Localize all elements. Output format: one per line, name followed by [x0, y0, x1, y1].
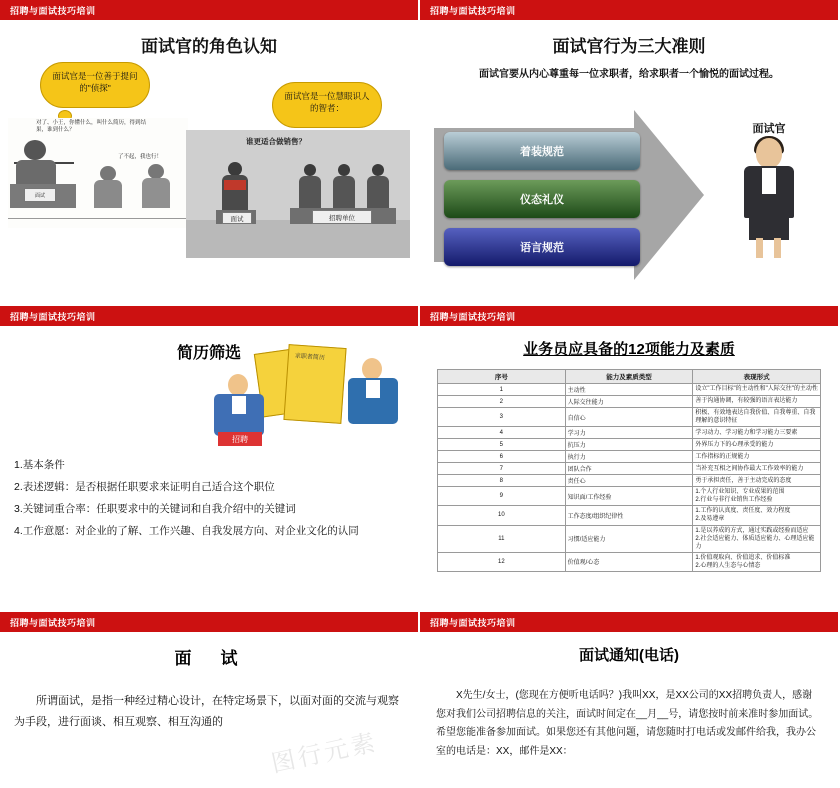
hiring-sign: 招聘 [218, 432, 262, 446]
arrow-diagram [434, 110, 714, 280]
cell-type: 价值观/心态 [565, 552, 693, 571]
speech-bubble-left: 面试官是一位善于提问的"侦探" [40, 62, 150, 108]
criteria-item-3: 3.关键词重合率：任职要求中的关键词和自我介绍中的关键词 [14, 502, 296, 515]
cell-no: 12 [438, 552, 566, 571]
figure-leg-left [756, 238, 763, 258]
cell-desc: 1.工作的认真度、责任度、效力程度 2.及易遵章 [693, 506, 821, 525]
screener-head [228, 374, 248, 396]
slide-4-banner [420, 306, 838, 326]
photo-sign-right: 招聘单位 [312, 210, 372, 224]
photo-sign-left: 面试 [222, 212, 252, 224]
slide-6-body: X先生/女士，(您现在方便听电话吗？)我叫XX，是XX公司的XX招聘负责人，感谢您对我们公司招聘信息的关注，面试时间定在__月__号，请您按时前来准时参加面试。希望您能准备参加面试。如果您还有其他问题，请您随时打电话或发邮件给我，我办公室的电话是：XX，邮件是XX： [436, 690, 819, 757]
criteria-item-4: 4.工作意愿：对企业的了解、工作兴趣、自我发展方向、对企业文化的认同 [14, 524, 359, 537]
sketch-ground-line [8, 218, 188, 219]
cell-type: 人际交往能力 [565, 396, 693, 408]
table-row [438, 506, 821, 525]
slide-5-body: 所谓面试，是指一种经过精心设计，在特定场景下，以面对面的交流与观察为手段，进行面谈、相互观察、相互沟通的 [14, 695, 399, 728]
table-row [438, 408, 821, 427]
table-row [438, 525, 821, 552]
slide-4-banner-label: 招聘与面试技巧培训 [430, 311, 516, 322]
resume-screening-artwork [212, 344, 412, 454]
slide-3-banner [0, 306, 418, 326]
table-row [438, 396, 821, 408]
photo-person2-body [299, 176, 321, 208]
slide-6-banner [420, 612, 838, 632]
applicant-head [362, 358, 382, 380]
photo-person2-head [304, 164, 316, 176]
slide-6 [420, 612, 840, 788]
interviewer-figure-group [714, 120, 824, 258]
table-row [438, 487, 821, 506]
slide-5-banner-label: 招聘与面试技巧培训 [10, 617, 96, 628]
sketch-caption-2: 了不起，我也行！ [118, 154, 163, 160]
cartoon-sketch [8, 118, 188, 228]
photo-person3-body [333, 176, 355, 208]
cell-type: 习惯/适应能力 [565, 525, 693, 552]
cell-desc: 勇于承担责任，善于主动完成的态度 [693, 475, 821, 487]
sketch-caption-1: 对了、小王，你懂什么，叫什么简历，得到结果，谁到什么？ [36, 120, 147, 134]
resume-doc-2 [283, 344, 346, 424]
principle-bar-2: 仪态礼仪 [444, 180, 640, 218]
slide-2-banner [420, 0, 838, 20]
slide-1-artwork [0, 44, 420, 306]
cell-desc: 当补充互相之间协作最大工作效率的能力 [693, 463, 821, 475]
col-desc: 表现形式 [693, 370, 821, 384]
slide-1-title: 面试官的角色认知 [141, 37, 277, 56]
table-row [438, 427, 821, 439]
slide-5-banner [0, 612, 418, 632]
cell-type: 执行力 [565, 451, 693, 463]
figure-head [756, 138, 782, 168]
sketch-interviewer-body [16, 160, 56, 186]
cell-no: 6 [438, 451, 566, 463]
cell-desc: 外界压力下的心理承受的能力 [693, 439, 821, 451]
applicant-shirt [366, 380, 380, 398]
screening-criteria-list [14, 456, 406, 544]
cell-desc: 工作指标的正规能力 [693, 451, 821, 463]
cell-no: 3 [438, 408, 566, 427]
cell-desc: 积极、有效地表达自我价值、自我尊重、自我理解的意识特征 [693, 408, 821, 427]
cell-no: 2 [438, 396, 566, 408]
figure-skirt [749, 216, 789, 240]
slide-1-banner [0, 0, 418, 20]
figure-leg-right [774, 238, 781, 258]
sketch-candidate-body [94, 180, 122, 208]
interviewer-label: 面试官 [752, 123, 786, 135]
cell-no: 11 [438, 525, 566, 552]
cell-no: 10 [438, 506, 566, 525]
table-row [438, 475, 821, 487]
photo-illustration [186, 130, 410, 258]
principle-bar-3: 语言规范 [444, 228, 640, 266]
cell-desc: 1.价值观取向、价值追求、价值标准 2.心理的人生态与心情态 [693, 552, 821, 571]
cell-type: 自信心 [565, 408, 693, 427]
cell-type: 工作态度/组织纪律性 [565, 506, 693, 525]
photo-person3-head [338, 164, 350, 176]
interviewer-figure [734, 138, 804, 258]
slide-4 [420, 306, 840, 612]
cell-desc: 善于沟通协调，有较强的语言表达能力 [693, 396, 821, 408]
table-header-row [438, 370, 821, 384]
slide-2 [420, 0, 840, 306]
cell-desc: 学习动力、学习能力和学习能力三要素 [693, 427, 821, 439]
cell-type: 主动性 [565, 384, 693, 396]
cell-no: 1 [438, 384, 566, 396]
photo-person4-head [372, 164, 384, 176]
slide-3-banner-label: 招聘与面试技巧培训 [10, 311, 96, 322]
watermark: 图行元素 [268, 729, 381, 778]
cell-type: 团队合作 [565, 463, 693, 475]
slide-5-title: 面 试 [174, 649, 244, 668]
slide-1-banner-label: 招聘与面试技巧培训 [10, 5, 96, 16]
table-row [438, 552, 821, 571]
sketch-candidate2-head [148, 164, 164, 179]
cell-no: 4 [438, 427, 566, 439]
slide-1 [0, 0, 420, 306]
cell-type: 学习力 [565, 427, 693, 439]
cell-desc: 1.是以养成的方式，通过实践或经验而适应 2.社会适应能力、体质适应能力、心理适应能力 [693, 525, 821, 552]
cell-no: 5 [438, 439, 566, 451]
table-row [438, 439, 821, 451]
cell-type: 知识面/工作经验 [565, 487, 693, 506]
photo-person1-accent [224, 180, 246, 190]
principle-bar-1: 着装规范 [444, 132, 640, 170]
cell-type: 责任心 [565, 475, 693, 487]
competency-table [437, 369, 821, 572]
sketch-desk-sign: 面试 [24, 188, 56, 202]
cell-no: 8 [438, 475, 566, 487]
cell-no: 9 [438, 487, 566, 506]
cell-no: 7 [438, 463, 566, 475]
slide-3 [0, 306, 420, 612]
sketch-candidate2-body [142, 178, 170, 208]
table-row [438, 451, 821, 463]
slide-2-title: 面试官行为三大准则 [552, 37, 706, 56]
screener-shirt [232, 396, 246, 414]
criteria-item-1: 1.基本条件 [14, 459, 65, 471]
figure-shirt [762, 168, 776, 194]
speech-bubble-right: 面试官是一位慧眼识人的智者： [272, 82, 382, 128]
resume-doc-label: 求职者简历 [294, 353, 326, 362]
table-body [438, 384, 821, 572]
slide-3-title: 简历筛选 [176, 345, 241, 362]
cell-desc: 设立"工作目标"的主动性和"人际交往"的主动性 [693, 384, 821, 396]
cell-type: 抗压力 [565, 439, 693, 451]
photo-person4-body [367, 176, 389, 208]
slide-6-title: 面试通知(电话) [579, 647, 679, 664]
slide-6-banner-label: 招聘与面试技巧培训 [430, 617, 516, 628]
criteria-item-2: 2.表述逻辑：是否根据任职要求来证明自己适合这个职位 [14, 480, 275, 493]
col-no: 序号 [438, 370, 566, 384]
photo-person1-head [228, 162, 242, 176]
table-row [438, 463, 821, 475]
slide-5 [0, 612, 420, 788]
cell-desc: 1.个人行业知识、专业成果的范围 2.行业与非行业销售工作经验 [693, 487, 821, 506]
col-type: 能力及素质类型 [565, 370, 693, 384]
slide-2-banner-label: 招聘与面试技巧培训 [430, 5, 516, 16]
table-row [438, 384, 821, 396]
slide-4-title: 业务员应具备的12项能力及素质 [523, 341, 735, 358]
photo-floor [186, 220, 410, 258]
slide-2-subtitle: 面试官要从内心尊重每一位求职者，给求职者一个愉悦的面试过程。 [479, 69, 779, 80]
photo-caption: 谁更适合做销售？ [246, 137, 306, 146]
sketch-interviewer-head [24, 140, 46, 160]
sketch-candidate-head [100, 166, 116, 181]
